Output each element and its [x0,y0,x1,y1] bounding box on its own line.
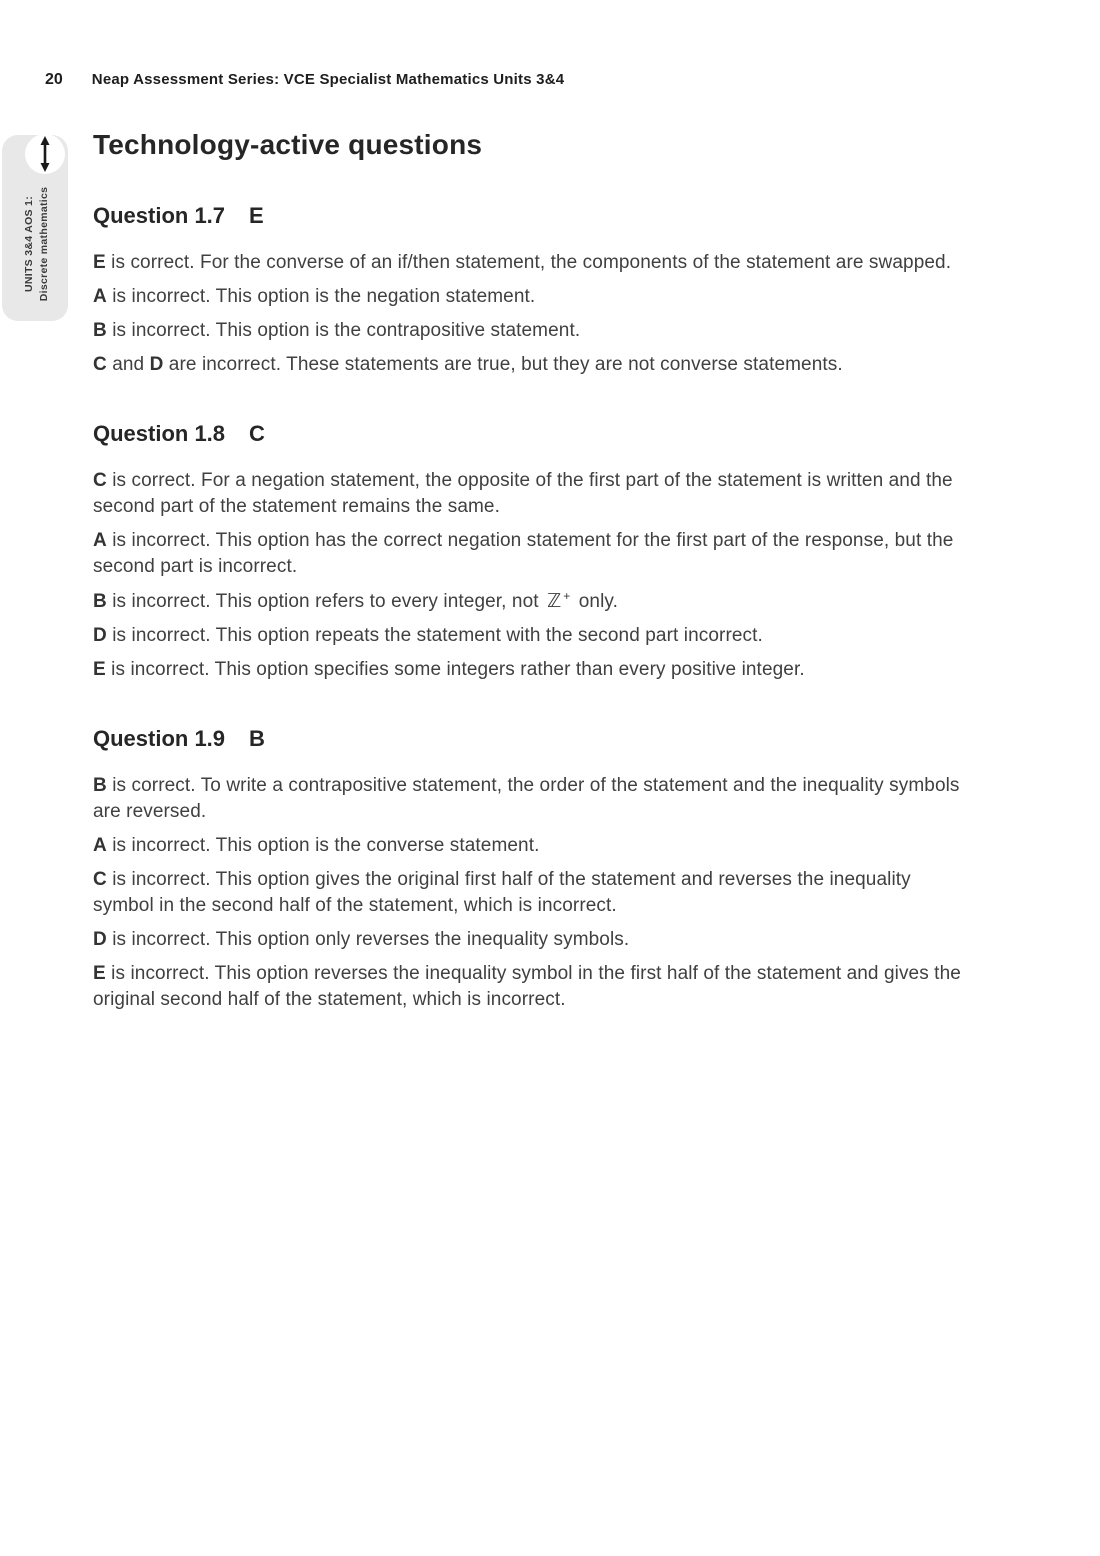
explanation-text: is incorrect. This option reverses the inequality symbol in the first half of the statement and gives the original second half of the statement, which is incorrect. [93,963,961,1010]
option-letter: E [93,963,106,984]
question-heading [93,422,963,446]
explanation-text: are incorrect. These statements are true, but they are not converse statements. [163,354,843,375]
explanation-paragraph [93,927,963,953]
explanation-paragraph [93,657,963,683]
explanation-text: is incorrect. This option refers to every integer, not [106,591,545,612]
question-section-question-1.9 [93,727,963,1013]
explanation-paragraph [93,318,963,344]
sidebar-tab-label-line2: Discrete mathematics [38,186,50,302]
option-letter: B [93,775,107,796]
question-answer-letter: B [249,726,265,751]
option-letter: D [93,625,107,646]
option-letter: B [93,320,107,341]
option-letter: A [93,286,107,307]
running-header-title: Neap Assessment Series: VCE Specialist Mathematics Units 3&4 [91,71,565,88]
page-header [45,71,564,89]
question-answer-letter: E [249,203,264,228]
integer-set-symbol: ℤ [547,590,562,612]
explanation-paragraph [93,773,963,825]
question-label: Question 1.9 [93,726,226,751]
option-letter: A [93,835,107,856]
option-letter: C [93,869,107,890]
question-section-question-1.7 [93,204,963,378]
explanation-paragraph [93,250,963,276]
explanation-paragraph [93,352,963,378]
explanation-text: is correct. To write a contrapositive statement, the order of the statement and the inequality symbols are reversed. [93,775,960,822]
explanation-paragraph [93,528,963,580]
explanation-text: is incorrect. This option repeats the statement with the second part incorrect. [106,625,763,646]
explanation-text: is incorrect. This option gives the original first half of the statement and reverses the inequality symbol in the second half of the statement, which is incorrect. [93,869,911,916]
questions [93,204,963,1013]
question-label: Question 1.8 [93,421,226,446]
explanation-paragraph [93,833,963,859]
explanation-text: and [106,354,150,375]
explanation-paragraph [93,588,963,615]
explanation-text: is incorrect. This option is the contrapositive statement. [106,320,581,341]
question-heading [93,204,963,228]
option-letter: D [149,354,164,375]
option-letter: A [93,530,107,551]
explanation-text: is incorrect. This option specifies some integers rather than every positive integer. [105,659,805,680]
superscript-plus: + [563,588,571,603]
question-heading [93,727,963,751]
content [93,130,963,1021]
explanation-text: is incorrect. This option only reverses the inequality symbols. [106,929,630,950]
question-answer-letter: C [249,421,265,446]
sidebar-tab [2,135,68,321]
explanation-text: is correct. For the converse of an if/then statement, the components of the statement are swapped. [105,252,952,273]
explanation-paragraph [93,867,963,919]
explanation-text: is correct. For a negation statement, the opposite of the first part of the statement is written and the second part of the statement remains the same. [93,470,953,517]
option-letter: D [93,929,107,950]
option-letter: B [93,591,107,612]
sidebar-tab-label [22,149,54,339]
explanation-text: is incorrect. This option has the correct negation statement for the first part of the response, but the second part is incorrect. [93,530,954,577]
option-letter: E [93,659,106,680]
explanation-paragraph [93,468,963,520]
option-letter: E [93,252,106,273]
question-label: Question 1.7 [93,203,226,228]
explanation-text: is incorrect. This option is the converse statement. [106,835,540,856]
page-title: Technology-active questions [93,129,483,160]
option-letter: C [93,354,107,375]
question-section-question-1.8 [93,422,963,683]
option-letter: C [93,470,107,491]
page-number: 20 [45,71,63,88]
explanation-paragraph [93,961,963,1013]
sidebar-tab-label-line1: UNITS 3&4 AOS 1: [23,196,35,293]
explanation-paragraph [93,284,963,310]
explanation-paragraph [93,623,963,649]
explanation-text: only. [573,591,618,612]
explanation-text: is incorrect. This option is the negation statement. [106,286,536,307]
